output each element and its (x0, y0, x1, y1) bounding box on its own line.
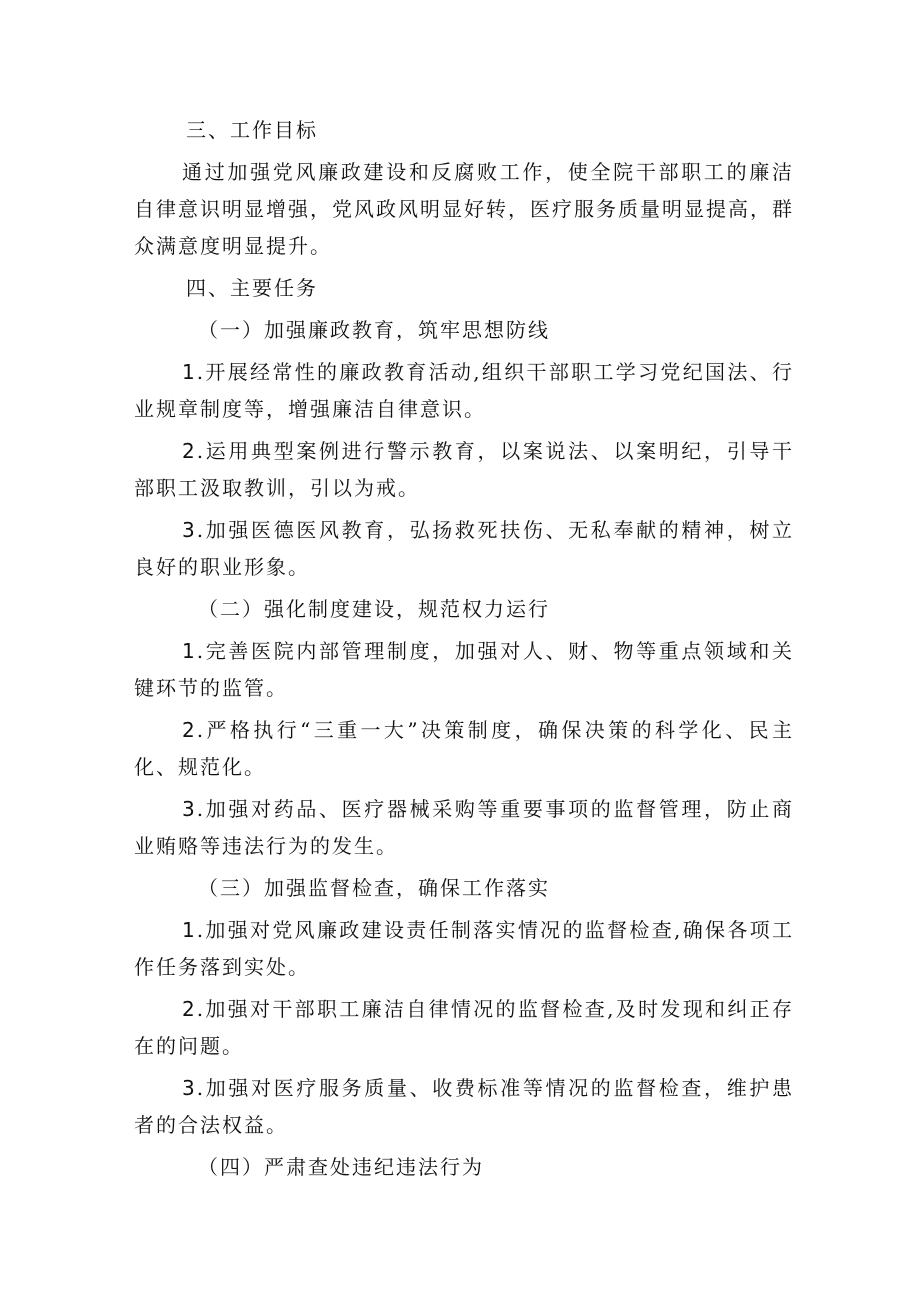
item-number: 2 (182, 997, 197, 1021)
list-item (134, 512, 794, 586)
subsection-title-3: （三）加强监督检查，确保工作落实 (198, 876, 550, 900)
list-item (134, 712, 794, 786)
item-number: 1 (182, 918, 197, 942)
item-text: .加强对医疗服务质量、收费标准等情况的监督检查，维护患者的合法权益。 (134, 1076, 794, 1137)
item-text: .加强对药品、医疗器械采购等重要事项的监督管理，防止商业贿赂等违法行为的发生。 (134, 797, 794, 858)
list-item (134, 633, 794, 707)
list-item (134, 433, 794, 507)
item-number: 2 (182, 439, 197, 463)
list-item (134, 912, 794, 986)
item-number: 3 (182, 518, 197, 542)
item-number: 1 (182, 360, 197, 384)
item-number: 1 (182, 639, 197, 663)
item-text: .严格执行“三重一大”决策制度，确保决策的科学化、民主化、规范化。 (134, 718, 794, 779)
item-text: .运用典型案例进行警示教育，以案说法、以案明纪，引导干部职工汲取教训，引以为戒。 (134, 439, 794, 500)
item-number: 3 (182, 797, 197, 821)
item-text: .开展经常性的廉政教育活动,组织干部职工学习党纪国法、行业规章制度等，增强廉洁自律意识。 (134, 360, 794, 421)
item-text: .加强对党风廉政建设责任制落实情况的监督检查,确保各项工作任务落到实处。 (134, 918, 794, 979)
goals-paragraph: 通过加强党风廉政建设和反腐败工作，使全院干部职工的廉洁自律意识明显增强，党风政风明显好转，医疗服务质量明显提高，群众满意度明显提升。 (134, 160, 794, 258)
item-number: 2 (182, 718, 197, 742)
item-text: .加强医德医风教育，弘扬救死扶伤、无私奉献的精神，树立良好的职业形象。 (134, 518, 794, 579)
item-text: .完善医院内部管理制度，加强对人、财、物等重点领域和关键环节的监管。 (134, 639, 794, 700)
subsection-title-4: （四）严肃查处违纪违法行为 (198, 1155, 484, 1179)
subsection-title-2: （二）强化制度建设，规范权力运行 (198, 597, 550, 621)
list-item (134, 791, 794, 865)
list-item (134, 991, 794, 1065)
document-body (134, 112, 794, 1186)
list-item (134, 1070, 794, 1144)
section-heading-goals: 三、工作目标 (186, 118, 318, 142)
list-item (134, 354, 794, 428)
subsection-title-1: （一）加强廉政教育，筑牢思想防线 (198, 318, 550, 342)
section-heading-tasks: 四、主要任务 (186, 276, 318, 300)
item-text: .加强对干部职工廉洁自律情况的监督检查,及时发现和纠正存在的问题。 (134, 997, 794, 1058)
item-number: 3 (182, 1076, 197, 1100)
